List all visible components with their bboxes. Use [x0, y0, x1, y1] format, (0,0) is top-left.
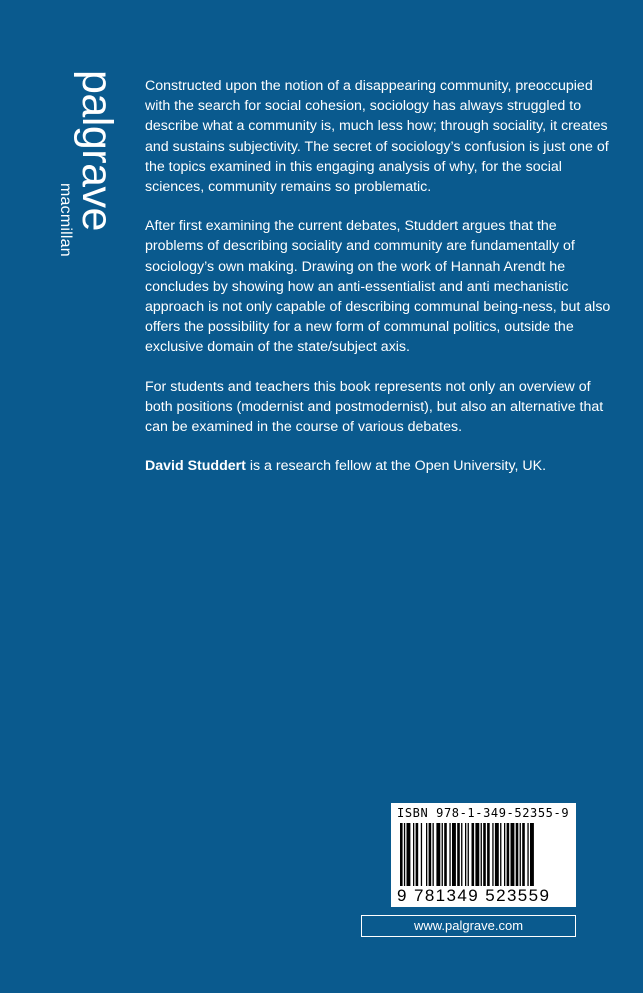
logo-brand: palgrave [73, 70, 121, 231]
blurb-paragraph-1: Constructed upon the notion of a disappearing community, preoccupied with the search for social cohesion, sociology has always struggled to describe what a community is, much less how; through sociality, it creates and sustains subjectivity. The secret of sociology’s confusion is just one of the topics examined in this engaging analysis of why, for the social sciences, community remains so problematic. [145, 78, 609, 196]
publisher-url[interactable]: www.palgrave.com [361, 915, 576, 937]
isbn-label: ISBN 978-1-349-52355-9 [397, 806, 570, 820]
blurb-paragraph-2: After first examining the current debates, Studdert argues that the problems of describing sociality and community are fundamentally of sociology’s own making. Drawing on the work of Hannah Arendt he concludes by showing how an anti-essentialist and anti mechanistic approach is not only capable of describing communal being-ness, but also offers the possibility for a new form of communal politics, outside the exclusive domain of the state/subject axis. [145, 218, 611, 356]
barcode-panel [391, 803, 576, 907]
blurb-paragraph-3: For students and teachers this book represents not only an overview of both positions (modernist and postmodernist), but also an alternative that can be examined in the course of various debates. [145, 378, 604, 436]
barcode-graphic [396, 823, 571, 895]
author-bio [145, 456, 615, 476]
barcode-digits: 9 781349 523559 [397, 886, 551, 905]
logo-sub: macmillan [57, 183, 74, 257]
author-name: David Studdert [145, 458, 246, 475]
publisher-logo [56, 70, 120, 260]
author-description: is a research fellow at the Open University, UK. [245, 458, 547, 475]
back-cover-blurb [145, 76, 615, 495]
